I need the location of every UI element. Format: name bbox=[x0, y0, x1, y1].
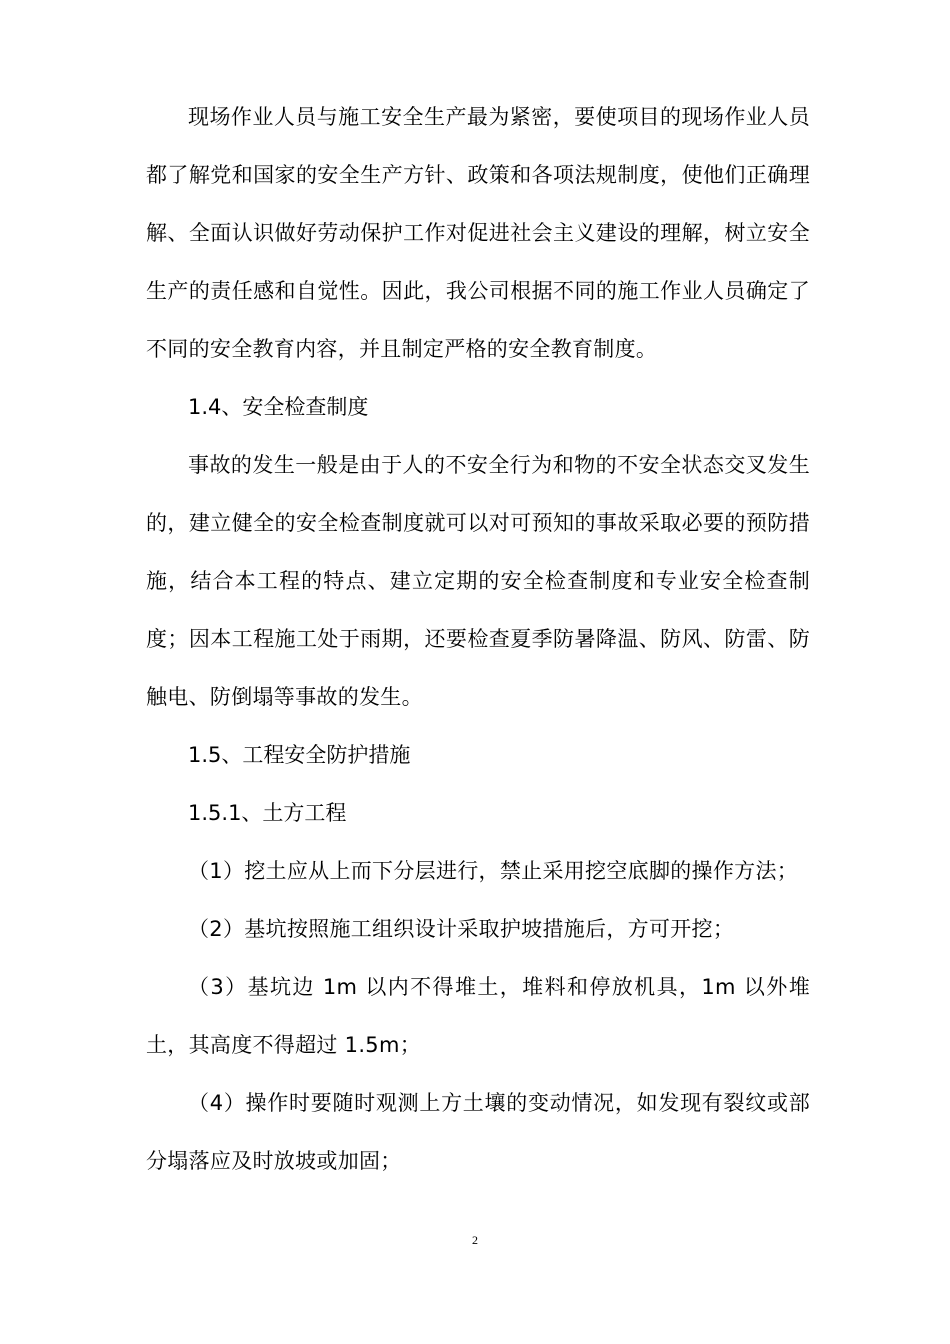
section-heading-1-5: 1.5、工程安全防护措施 bbox=[188, 743, 411, 767]
page-number: 2 bbox=[472, 1233, 478, 1247]
list-item-1: （1）挖土应从上而下分层进行，禁止采用挖空底脚的操作方法； bbox=[188, 859, 799, 883]
document-body bbox=[146, 88, 810, 1190]
section-heading-1-5-1: 1.5.1、土方工程 bbox=[188, 801, 347, 825]
paragraph-site-personnel: 现场作业人员与施工安全生产最为紧密，要使项目的现场作业人员都了解党和国家的安全生产方针、政策和各项法规制度，使他们正确理解、全面认识做好劳动保护工作对促进社会主义建设的理解，树立安全生产的责任感和自觉性。因此，我公司根据不同的施工作业人员确定了不同的安全教育内容，并且制定严格的安全教育制度。 bbox=[146, 105, 810, 361]
section-heading-1-4: 1.4、安全检查制度 bbox=[188, 395, 369, 419]
list-item-2: （2）基坑按照施工组织设计采取护坡措施后，方可开挖； bbox=[188, 917, 735, 941]
list-item-3: （3）基坑边 1m 以内不得堆土，堆料和停放机具，1m 以外堆土，其高度不得超过 1.5m； bbox=[146, 975, 810, 1057]
list-item-4: （4）操作时要随时观测上方土壤的变动情况，如发现有裂纹或部分塌落应及时放坡或加固； bbox=[146, 1091, 810, 1173]
paragraph-safety-inspection: 事故的发生一般是由于人的不安全行为和物的不安全状态交叉发生的，建立健全的安全检查制度就可以对可预知的事故采取必要的预防措施，结合本工程的特点、建立定期的安全检查制度和专业安全检查制度；因本工程施工处于雨期，还要检查夏季防暑降温、防风、防雷、防触电、防倒塌等事故的发生。 bbox=[146, 453, 810, 709]
